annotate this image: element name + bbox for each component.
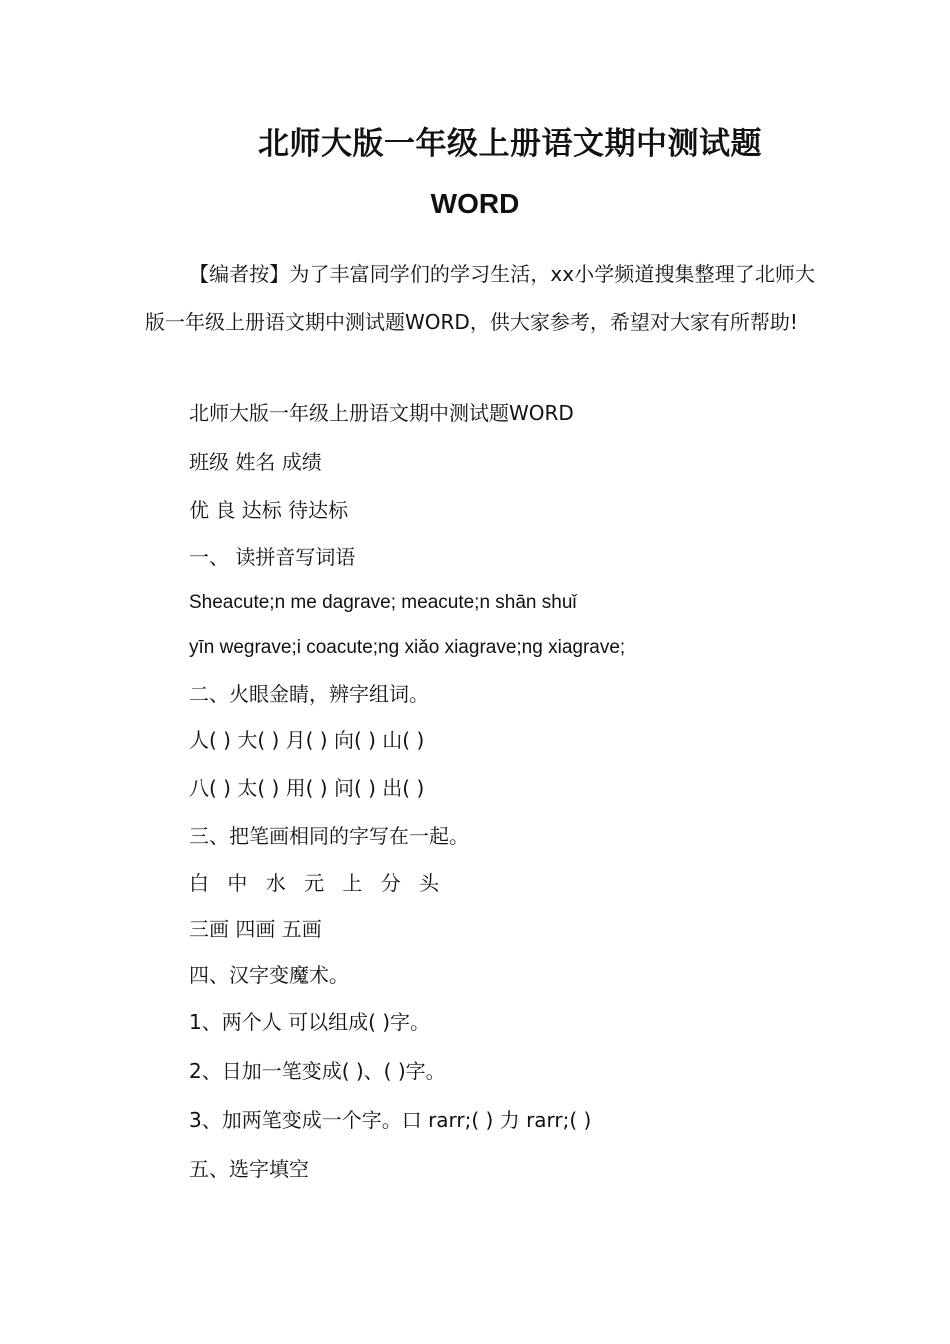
section-4-heading: 四、汉字变魔术。 bbox=[189, 963, 349, 987]
question-1: 1、两个人 可以组成( )字。 bbox=[189, 1010, 431, 1034]
grade-levels-line: 优 良 达标 待达标 bbox=[189, 498, 349, 522]
section-5-heading: 五、选字填空 bbox=[189, 1157, 309, 1181]
question-2: 2、日加一笔变成( )、( )字。 bbox=[189, 1059, 446, 1083]
class-name-score-line: 班级 姓名 成绩 bbox=[189, 450, 322, 474]
question-3: 3、加两笔变成一个字。口 rarr;( ) 力 rarr;( ) bbox=[189, 1108, 592, 1132]
test-heading: 北师大版一年级上册语文期中测试题WORD bbox=[189, 401, 574, 425]
stroke-count-categories: 三画 四画 五画 bbox=[189, 917, 322, 941]
pinyin-line-2: yīn wegrave;i coacute;ng xiǎo xiagrave;ng xiagrave; bbox=[189, 637, 626, 658]
document-title-suffix: WORD bbox=[430, 188, 520, 219]
character-list: 白 中 水 元 上 分 头 bbox=[189, 871, 446, 895]
section-1-heading: 一、 读拼音写词语 bbox=[189, 545, 356, 569]
editor-note-paragraph: 【编者按】为了丰富同学们的学习生活，xx小学频道搜集整理了北师大版一年级上册语文期中测试题WORD，供大家参考，希望对大家有所帮助! bbox=[145, 262, 815, 334]
document-title: 北师大版一年级上册语文期中测试题 bbox=[258, 126, 762, 162]
section-2-heading: 二、火眼金睛，辨字组词。 bbox=[189, 682, 429, 706]
section-3-heading: 三、把笔画相同的字写在一起。 bbox=[189, 824, 469, 848]
word-group-line-1: 人( ) 大( ) 月( ) 向( ) 山( ) bbox=[189, 728, 425, 752]
pinyin-line-1: Sheacute;n me dagrave; meacute;n shān shuǐ bbox=[189, 592, 577, 613]
word-group-line-2: 八( ) 太( ) 用( ) 问( ) 出( ) bbox=[189, 776, 425, 800]
